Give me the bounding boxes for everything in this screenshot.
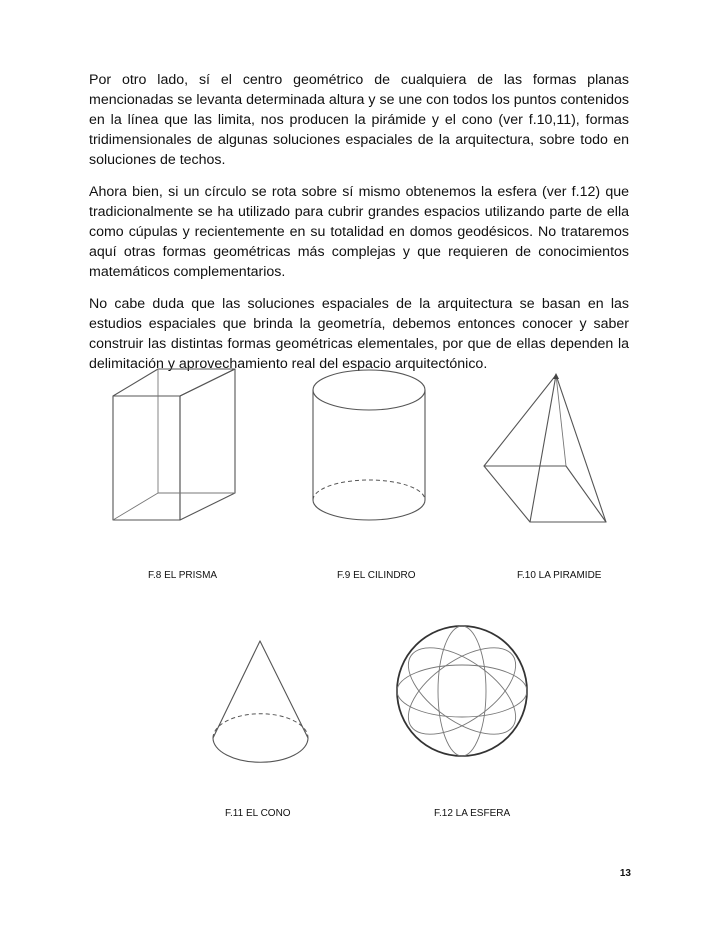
cone-caption: F.11 EL CONO: [225, 808, 291, 819]
prism-figure: [110, 368, 240, 523]
prism-drawing-icon: [110, 368, 240, 523]
sphere-figure: [395, 622, 530, 762]
cone-drawing-icon: [208, 638, 328, 788]
paragraph-3: No cabe duda que las soluciones espaciales de la arquitectura se basan en las estudios espaciales que brinda la geometría, debemos entonces conocer y saber construir las distintas formas geométricas elementales, por que de ellas dependen la delimitación y aprovechamiento real del espacio arquitectónico.: [89, 296, 629, 372]
paragraph-2: Ahora bien, si un círculo se rota sobre sí mismo obtenemos la esfera (ver f.12) que tradicionalmente se ha utilizado para cubrir grandes espacios utilizando parte de ella como cúpulas y recientemente en su totalidad en domos geodésicos. No trataremos aquí otras formas geométricas más complejas y que requieren de conocimientos matemáticos complementarios.: [89, 184, 629, 280]
page-number: 13: [619, 868, 631, 879]
cylinder-figure: [310, 368, 430, 523]
pyramid-drawing-icon: [478, 370, 613, 530]
paragraph-1: Por otro lado, sí el centro geométrico de cualquiera de las formas planas mencionadas se levanta determinada altura y se une con todos los puntos contenidos en la línea que las limita, nos producen la pirámide y el cono (ver f.10,11), formas tridimensionales de algunas soluciones espaciales de la arquitectura, sobre todo en soluciones de techos.: [89, 72, 629, 168]
prism-caption: F.8 EL PRISMA: [148, 570, 218, 581]
sphere-drawing-icon: [395, 622, 530, 762]
cylinder-drawing-icon: [310, 368, 430, 523]
sphere-caption: F.12 LA ESFERA: [434, 808, 511, 819]
body-text: [89, 70, 629, 386]
cone-figure: [208, 638, 328, 788]
cylinder-caption: F.9 EL CILINDRO: [337, 570, 416, 581]
pyramid-figure: [478, 370, 613, 530]
pyramid-caption: F.10 LA PIRAMIDE: [517, 570, 602, 581]
